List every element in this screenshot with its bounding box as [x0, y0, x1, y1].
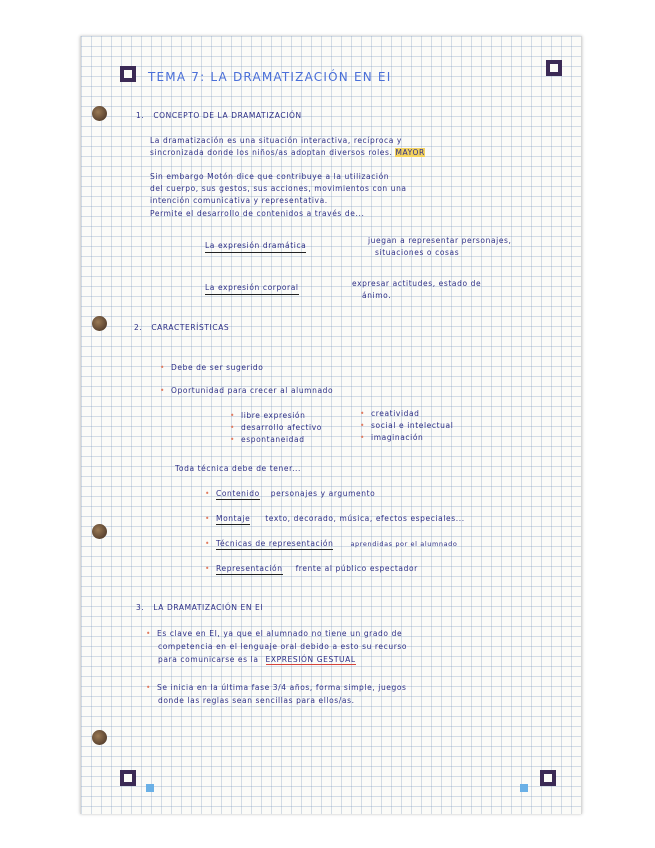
text-line: sincronizada donde los niños/as adoptan diversos roles. MAYOR: [150, 148, 425, 157]
list-item: • espontaneidad: [230, 435, 305, 444]
term-label: La expresión dramática: [205, 240, 306, 253]
term-desc: juegan a representar personajes,: [368, 236, 512, 245]
bullet-item: • Técnicas de representación aprendidas por el alumnado: [205, 539, 458, 548]
corner-marker-icon: [120, 66, 136, 82]
text-line: intención comunicativa y representativa.: [150, 196, 328, 205]
text-line: donde las reglas sean sencillas para ellos/as.: [158, 696, 355, 705]
binder-hole: [92, 524, 107, 539]
text-line: Toda técnica debe de tener...: [175, 464, 302, 473]
bullet-item: • Se inicia en la última fase 3/4 años, forma simple, juegos: [146, 683, 407, 692]
corner-marker-icon: [540, 770, 556, 786]
text-line: del cuerpo, sus gestos, sus acciones, movimientos con una: [150, 184, 407, 193]
binder-hole: [92, 730, 107, 745]
corner-dot-icon: [146, 784, 154, 792]
corner-marker-icon: [546, 60, 562, 76]
section-heading: 3. LA DRAMATIZACIÓN EN EI: [136, 603, 264, 612]
binder-hole: [92, 316, 107, 331]
binder-hole: [92, 106, 107, 121]
corner-marker-icon: [120, 770, 136, 786]
text-line: competencia en el lenguaje oral debido a esto su recurso: [158, 642, 408, 651]
key-term-expresion-gestual: EXPRESIÓN GESTUAL: [265, 655, 356, 664]
text-line: para comunicarse es la EXPRESIÓN GESTUAL: [158, 655, 356, 664]
bullet-item: • Es clave en EI, ya que el alumnado no tiene un grado de: [146, 629, 403, 638]
term-desc: situaciones o cosas: [375, 248, 460, 257]
list-item: • desarrollo afectivo: [230, 423, 322, 432]
corner-dot-icon: [520, 784, 528, 792]
list-item: • imaginación: [360, 433, 424, 442]
text-line: La dramatización es una situación interactiva, recíproca y: [150, 136, 402, 145]
list-item: • social e intelectual: [360, 421, 454, 430]
bullet-item: • Montaje texto, decorado, música, efectos especiales...: [205, 514, 465, 523]
list-item: • libre expresión: [230, 411, 306, 420]
section-heading: 1. CONCEPTO DE LA DRAMATIZACIÓN: [136, 111, 302, 120]
text-line: Permite el desarrollo de contenidos a través de...: [150, 209, 365, 218]
text-line: Sin embargo Motón dice que contribuye a la utilización: [150, 172, 390, 181]
term-label: La expresión corporal: [205, 282, 299, 295]
bullet-item: • Contenido personajes y argumento: [205, 489, 376, 498]
bullet-item: • Debe de ser sugerido: [160, 363, 264, 372]
highlight-mayor: MAYOR: [395, 148, 425, 157]
term-desc: expresar actitudes, estado de: [352, 279, 482, 288]
bullet-item: • Representación frente al público espectador: [205, 564, 418, 573]
list-item: • creatividad: [360, 409, 420, 418]
bullet-item: • Oportunidad para crecer al alumnado: [160, 386, 334, 395]
section-heading: 2. CARACTERÍSTICAS: [134, 323, 230, 332]
term-desc: ánimo.: [362, 291, 392, 300]
page-title: TEMA 7: LA DRAMATIZACIÓN EN EI: [148, 70, 392, 84]
